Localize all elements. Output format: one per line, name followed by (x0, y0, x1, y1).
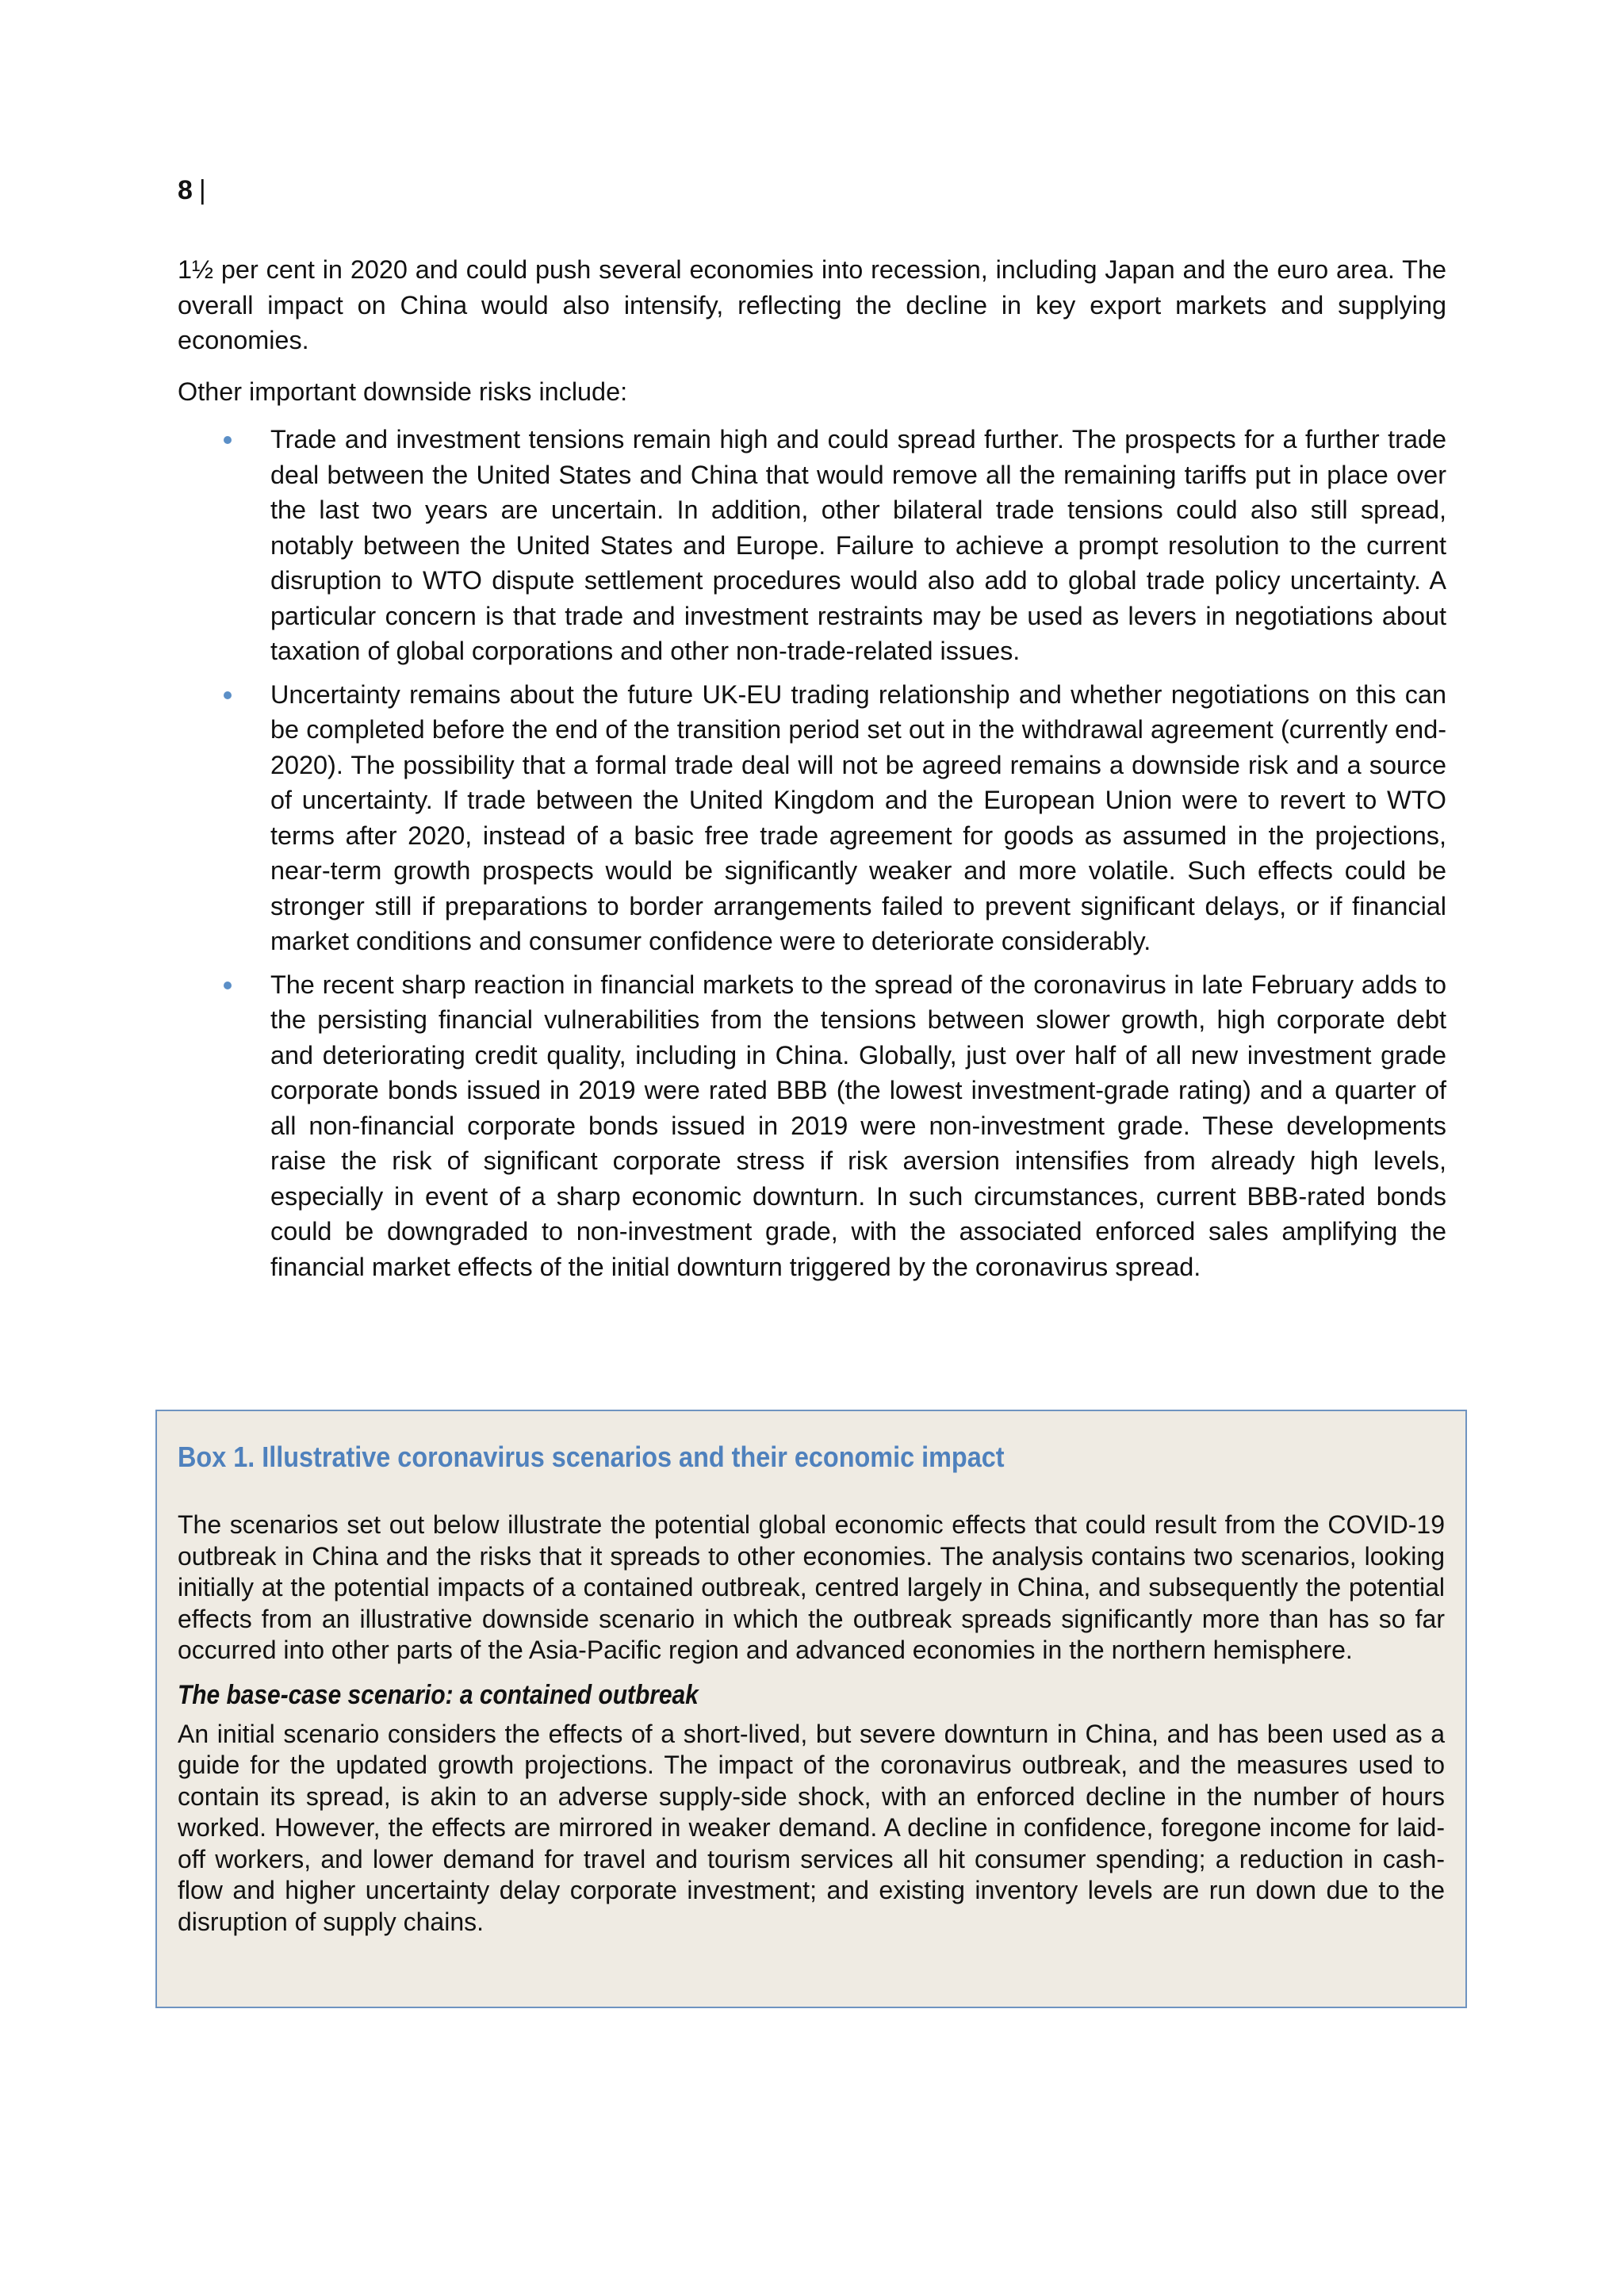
page-number (178, 173, 206, 208)
downside-risks-list (178, 422, 1446, 1292)
list-item-text: Uncertainty remains about the future UK-EU trading relationship and whether negotiations on this can be completed before the end of the transition period set out in the withdrawal agreement (currently end-2020). The possibility that a formal trade deal will not be agreed remains a downside risk and a source of uncertainty. If trade between the United Kingdom and the European Union were to revert to WTO terms after 2020, instead of a basic free trade agreement for goods as assumed in the projections, near-term growth prospects would be significantly weaker and more volatile. Such effects could be stronger still if preparations to border arrangements failed to prevent significant delays, or if financial market conditions and consumer confidence were to deteriorate considerably. (270, 679, 1446, 955)
bullet-icon (224, 691, 232, 699)
box-subheading: The base-case scenario: a contained outbreak (178, 1679, 699, 1710)
list-item (178, 677, 1446, 959)
risks-intro-paragraph: Other important downside risks include: (178, 377, 628, 406)
page-number-separator: | (198, 175, 206, 205)
box-title: Box 1. Illustrative coronavirus scenarios and their economic impact (178, 1441, 1005, 1473)
page-number-value: 8 (178, 175, 193, 205)
list-item (178, 967, 1446, 1285)
bullet-icon (224, 436, 232, 444)
list-item (178, 422, 1446, 669)
list-item-text: Trade and investment tensions remain high and could spread further. The prospects for a further trade deal between the United States and China that would remove all the remaining tariffs put in place over the last two years are uncertain. In addition, other bilateral trade tensions could also still spread, notably between the United States and Europe. Failure to achieve a prompt resolution to the current disruption to WTO dispute settlement procedures would also add to global trade policy uncertainty. A particular concern is that trade and investment restraints may be used as levers in negotiations about taxation of global corporations and other non-trade-related issues. (270, 425, 1446, 665)
box-intro-paragraph: The scenarios set out below illustrate the potential global economic effects that could result from the COVID-19 outbreak in China and the risks that it spreads to other economies. The analysis contains two scenarios, looking initially at the potential impacts of a contained outbreak, centred largely in China, and subsequently the potential effects from an illustrative downside scenario in which the outbreak spreads significantly more than has so far occurred into other parts of the Asia-Pacific region and advanced economies in the northern hemisphere. (178, 1510, 1445, 1664)
box-1-panel (155, 1410, 1467, 2008)
box-base-case-paragraph: An initial scenario considers the effects of a short-lived, but severe downturn in China, and has been used as a guide for the updated growth projections. The impact of the coronavirus outbreak, and the measures used to contain its spread, is akin to an adverse supply-side shock, with an enforced decline in the number of hours worked. However, the effects are mirrored in weaker demand. A decline in confidence, foregone income for laid-off workers, and lower demand for travel and tourism services all hit consumer spending; a reduction in cash-flow and higher uncertainty delay corporate investment; and existing inventory levels are run down due to the disruption of supply chains. (178, 1719, 1445, 1936)
continuation-paragraph: 1½ per cent in 2020 and could push several economies into recession, including Japan and the euro area. The overall impact on China would also intensify, reflecting the decline in key export markets and supplying economies. (178, 255, 1446, 354)
bullet-icon (224, 982, 232, 989)
list-item-text: The recent sharp reaction in financial markets to the spread of the coronavirus in late February adds to the persisting financial vulnerabilities from the tensions between slower growth, high corporate debt and deteriorating credit quality, including in China. Globally, just over half of all new investment grade corporate bonds issued in 2019 were rated BBB (the lowest investment-grade rating) and a quarter of all non-financial corporate bonds issued in 2019 were non-investment grade. These developments raise the risk of significant corporate stress if risk aversion intensifies from already high levels, especially in event of a sharp economic downturn. In such circumstances, current BBB-rated bonds could be downgraded to non-investment grade, with the associated enforced sales amplifying the financial market effects of the initial downturn triggered by the coronavirus spread. (270, 970, 1446, 1281)
